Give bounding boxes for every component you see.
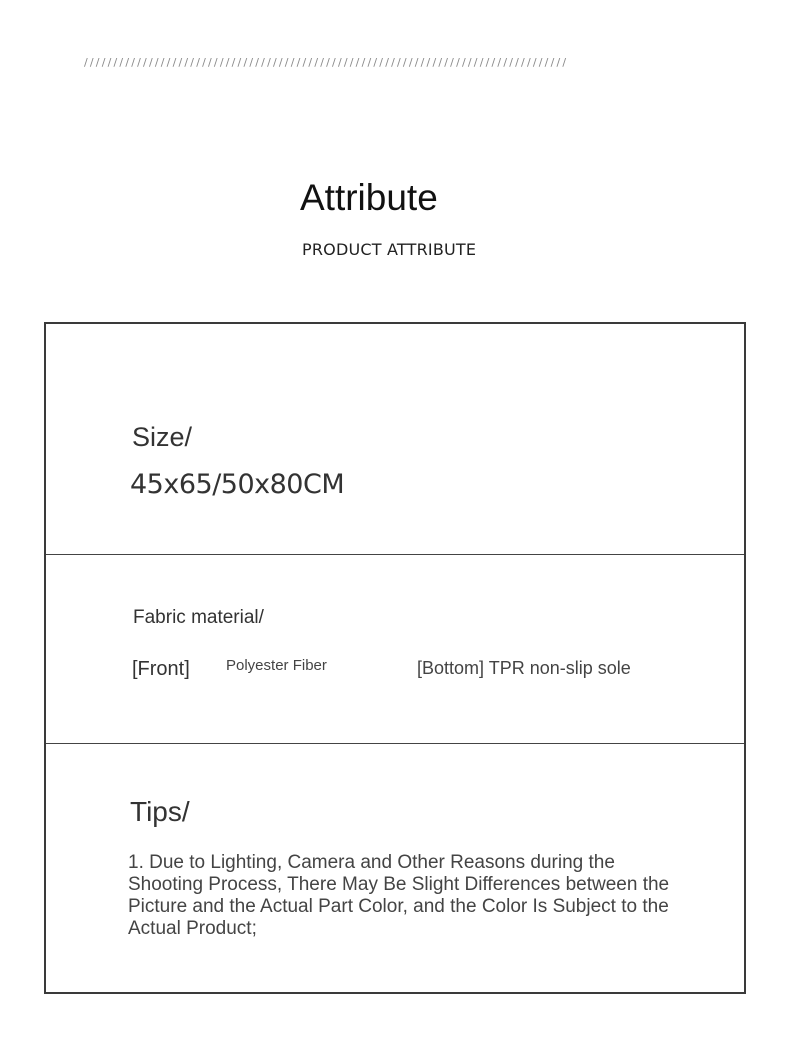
page-subtitle: PRODUCT ATTRIBUTE (302, 240, 477, 259)
page-title: Attribute (300, 177, 438, 218)
attribute-table (44, 322, 746, 994)
fabric-heading: Fabric material/ (133, 607, 264, 628)
fabric-bottom: [Bottom] TPR non-slip sole (417, 658, 631, 678)
size-heading: Size/ (132, 422, 193, 452)
fabric-front-label: [Front] (132, 658, 190, 680)
fabric-section (46, 555, 744, 744)
size-value: 45x65/50x80CM (130, 469, 345, 500)
tips-text: 1. Due to Lighting, Camera and Other Reasons during the Shooting Process, There May Be Slight Differences between the Picture and the Actual Part Color, and the Color Is Subject to the Actual Product; (128, 852, 670, 939)
size-section (46, 324, 744, 555)
tips-heading: Tips/ (130, 796, 190, 827)
fabric-front-value: Polyester Fiber (226, 657, 327, 674)
slash-divider: ////////////////////////////////////////////////////////////////////////////////// (84, 56, 569, 69)
tips-section (46, 744, 744, 992)
